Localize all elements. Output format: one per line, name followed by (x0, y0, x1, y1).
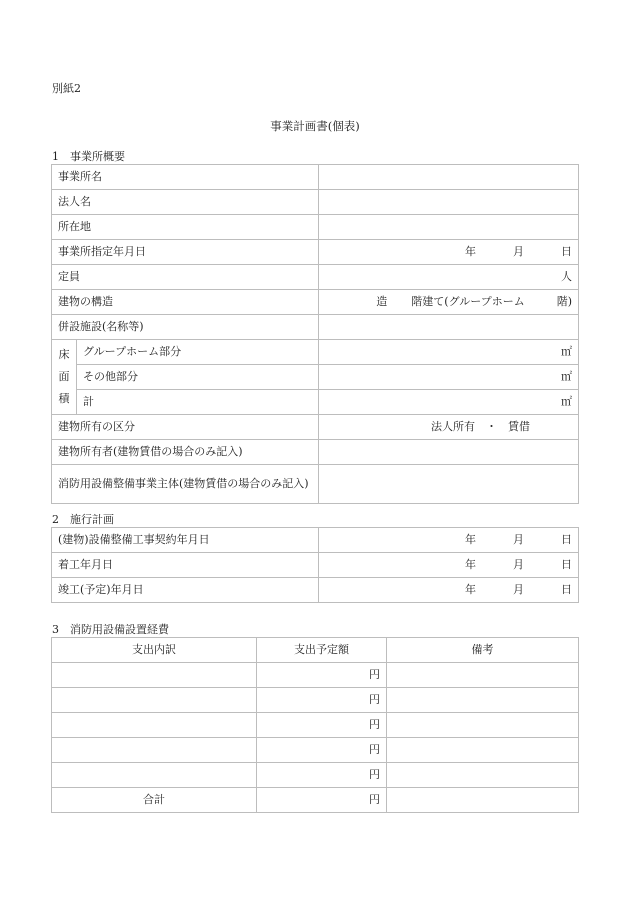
section-1-title: 事業所概要 (70, 150, 125, 163)
table-row (52, 440, 579, 465)
day-unit: 日 (561, 583, 572, 596)
yen-unit: 円 (369, 668, 380, 681)
structure-floors-end: 階) (556, 295, 572, 308)
table-row (52, 315, 579, 340)
document-label: 別紙2 (52, 82, 81, 95)
table-row (52, 465, 579, 504)
table-row (52, 528, 579, 553)
table-row (52, 713, 579, 738)
remarks-field[interactable] (387, 763, 579, 788)
section-1-number: 1 (52, 150, 59, 163)
designated-date-field[interactable] (319, 240, 579, 265)
floor-area-char: 積 (58, 392, 70, 405)
table-header-row (52, 638, 579, 663)
amount-field[interactable] (257, 688, 387, 713)
table-row (52, 215, 579, 240)
section-1-heading (52, 148, 125, 164)
area-unit: ㎡ (561, 370, 572, 383)
corporation-name-field[interactable] (319, 190, 579, 215)
label-fire-equipment-entity: 消防用設備整備事業主体(建物賃借の場合のみ記入) (52, 465, 319, 504)
contract-date-field[interactable] (319, 528, 579, 553)
total-area-field[interactable] (319, 390, 579, 415)
label-other-part: その他部分 (77, 365, 319, 390)
yen-unit: 円 (369, 743, 380, 756)
month-unit: 月 (513, 558, 524, 571)
fire-equipment-entity-field[interactable] (319, 465, 579, 504)
label-corporation-name: 法人名 (52, 190, 319, 215)
amount-field[interactable] (257, 713, 387, 738)
total-row (52, 788, 579, 813)
completion-date-field[interactable] (319, 578, 579, 603)
ownership-options: 法人所有 ・ 賃借 (431, 420, 530, 433)
table-row (52, 578, 579, 603)
floor-area-char: 面 (58, 370, 70, 383)
label-building-owner: 建物所有者(建物賃借の場合のみ記入) (52, 440, 319, 465)
expense-table (51, 637, 579, 813)
address-field[interactable] (319, 215, 579, 240)
remarks-field[interactable] (387, 688, 579, 713)
label-designated-date: 事業所指定年月日 (52, 240, 319, 265)
label-total: 合計 (52, 788, 257, 813)
month-unit: 月 (513, 583, 524, 596)
remarks-field[interactable] (387, 663, 579, 688)
table-row (52, 390, 579, 415)
label-area-total: 計 (77, 390, 319, 415)
amount-field[interactable] (257, 763, 387, 788)
yen-unit: 円 (369, 693, 380, 706)
ownership-choice[interactable] (319, 415, 579, 440)
label-attached-facility: 併設施設(名称等) (52, 315, 319, 340)
label-completion-date: 竣工(予定)年月日 (52, 578, 319, 603)
amount-field[interactable] (257, 663, 387, 688)
year-unit: 年 (465, 558, 476, 571)
expense-item-field[interactable] (52, 688, 257, 713)
label-address: 所在地 (52, 215, 319, 240)
section-2-title: 施行計画 (70, 513, 114, 526)
remarks-field[interactable] (387, 738, 579, 763)
year-unit: 年 (465, 583, 476, 596)
day-unit: 日 (561, 558, 572, 571)
expense-item-field[interactable] (52, 738, 257, 763)
table-row (52, 265, 579, 290)
area-unit: ㎡ (561, 395, 572, 408)
label-contract-date: (建物)設備整備工事契約年月日 (52, 528, 319, 553)
document-title: 事業計画書(個表) (270, 119, 360, 133)
label-facility-name: 事業所名 (52, 165, 319, 190)
facility-name-field[interactable] (319, 165, 579, 190)
year-unit: 年 (465, 245, 476, 258)
section-2-heading (52, 511, 114, 527)
table-row (52, 240, 579, 265)
structure-zo: 造 (376, 295, 388, 308)
area-unit: ㎡ (561, 345, 572, 358)
building-owner-field[interactable] (319, 440, 579, 465)
table-row (52, 663, 579, 688)
facility-overview-table (51, 164, 579, 504)
label-ownership: 建物所有の区分 (52, 415, 319, 440)
label-floor-area (52, 340, 77, 415)
remarks-field[interactable] (387, 713, 579, 738)
yen-unit: 円 (369, 718, 380, 731)
section-2-number: 2 (52, 513, 59, 526)
other-part-area-field[interactable] (319, 365, 579, 390)
expense-item-field[interactable] (52, 763, 257, 788)
expense-item-field[interactable] (52, 713, 257, 738)
structure-floors-text: 階建て(グループホーム (411, 295, 525, 308)
section-3-title: 消防用設備設置経費 (70, 623, 169, 636)
header-expense-item: 支出内訳 (52, 638, 257, 663)
expense-item-field[interactable] (52, 663, 257, 688)
section-3-number: 3 (52, 623, 59, 636)
capacity-field[interactable] (319, 265, 579, 290)
month-unit: 月 (513, 533, 524, 546)
day-unit: 日 (561, 533, 572, 546)
floor-area-char: 床 (58, 348, 70, 361)
construction-plan-table (51, 527, 579, 603)
gh-part-area-field[interactable] (319, 340, 579, 365)
attached-facility-field[interactable] (319, 315, 579, 340)
table-row (52, 738, 579, 763)
table-row (52, 415, 579, 440)
table-row (52, 340, 579, 365)
table-row (52, 365, 579, 390)
person-unit: 人 (561, 270, 572, 283)
table-row (52, 553, 579, 578)
yen-unit: 円 (369, 793, 380, 806)
header-planned-amount: 支出予定額 (257, 638, 387, 663)
building-structure-field[interactable] (319, 290, 579, 315)
total-remarks-field[interactable] (387, 788, 579, 813)
section-3-heading (52, 621, 169, 637)
table-row (52, 290, 579, 315)
month-unit: 月 (513, 245, 524, 258)
label-building-structure: 建物の構造 (52, 290, 319, 315)
start-date-field[interactable] (319, 553, 579, 578)
table-row (52, 688, 579, 713)
year-unit: 年 (465, 533, 476, 546)
day-unit: 日 (561, 245, 572, 258)
total-amount-field[interactable] (257, 788, 387, 813)
table-row (52, 190, 579, 215)
amount-field[interactable] (257, 738, 387, 763)
table-row (52, 763, 579, 788)
label-gh-part: グループホーム部分 (77, 340, 319, 365)
header-remarks: 備考 (387, 638, 579, 663)
label-capacity: 定員 (52, 265, 319, 290)
yen-unit: 円 (369, 768, 380, 781)
table-row (52, 165, 579, 190)
label-start-date: 着工年月日 (52, 553, 319, 578)
